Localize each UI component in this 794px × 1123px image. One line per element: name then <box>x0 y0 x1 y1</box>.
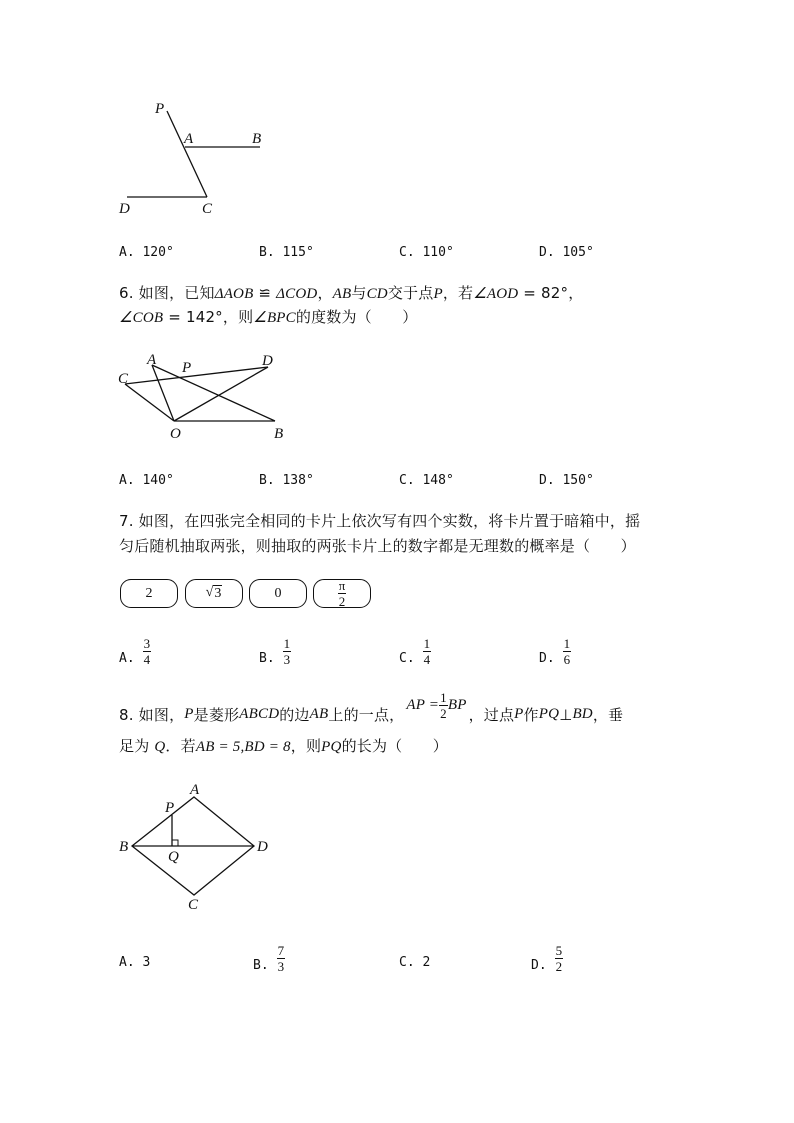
q8-label-Q: Q <box>168 849 179 865</box>
q8-line1 <box>119 690 624 729</box>
q8-option-a[interactable]: A. 3 <box>119 955 151 970</box>
q6-text: ， <box>568 284 584 302</box>
q6-text: 的度数为（ ） <box>295 308 418 326</box>
q7-option-c-fraction <box>423 637 432 666</box>
q7-option-a-denominator: 4 <box>143 652 151 667</box>
q7-option-d-numerator: 1 <box>563 636 571 651</box>
q8-label-C: C <box>188 897 199 913</box>
q8-option-d-numerator: 5 <box>555 943 563 958</box>
q8-condition: AB = 5,BD = 8 <box>195 739 291 755</box>
q8-option-d[interactable] <box>531 944 563 973</box>
q7-option-a-fraction <box>143 637 152 666</box>
q8-text: ．若 <box>165 737 196 755</box>
q6-value-aod: = 82° <box>518 284 569 302</box>
q6-line-CD <box>125 367 268 384</box>
q8-text: 是菱形 <box>193 706 240 724</box>
q6-text: 与 <box>351 284 367 302</box>
q5-option-a[interactable]: A. 120° <box>119 245 174 260</box>
q8-text: ，垂 <box>592 706 624 724</box>
q7-option-d[interactable] <box>539 637 571 666</box>
q6-label-P: P <box>182 360 192 376</box>
q5-label-A: A <box>184 131 194 147</box>
q8-text: ，则 <box>290 737 322 755</box>
card-4-numerator: π <box>338 578 346 593</box>
q5-figure <box>110 95 280 220</box>
q8-text: 足为 <box>119 737 155 755</box>
q8-right-angle-mark <box>172 840 178 846</box>
card-4-fraction <box>338 579 347 608</box>
q8-rhombus-name: ABCD <box>239 706 280 722</box>
q8-option-b-fraction <box>277 944 286 973</box>
q6-option-b[interactable]: B. 138° <box>259 473 314 488</box>
q8-point-q: Q <box>154 739 166 755</box>
q5-option-c[interactable]: C. 110° <box>399 245 454 260</box>
q8-option-c[interactable]: C. 2 <box>399 955 431 970</box>
q6-line1 <box>119 282 583 303</box>
card-2-sqrt <box>206 585 223 601</box>
q8-label-D: D <box>257 839 268 855</box>
card-2 <box>185 579 243 608</box>
q8-equation-right: BP <box>447 697 467 713</box>
q7-option-b-label: B. <box>259 651 275 666</box>
q7-option-c-label: C. <box>399 651 415 666</box>
q8-number: 8. 如图， <box>119 706 185 724</box>
q7-option-b-denominator: 3 <box>283 652 291 667</box>
q8-segment-bd: BD <box>572 706 593 722</box>
q8-equation <box>406 691 466 720</box>
q6-value-cob: = 142° <box>163 308 223 326</box>
card-1 <box>120 579 178 608</box>
q8-text: 上的一点， <box>328 706 405 724</box>
q8-text: 的长为（ ） <box>341 737 448 755</box>
q8-label-P: P <box>165 800 175 816</box>
q8-label-A: A <box>190 782 200 798</box>
sqrt-icon: √ <box>205 585 214 601</box>
q8-equation-numerator: 1 <box>440 690 447 705</box>
q7-option-a-label: A. <box>119 651 135 666</box>
q7-option-c-numerator: 1 <box>423 636 431 651</box>
q8-text: 的边 <box>279 706 310 724</box>
q7-option-b-fraction <box>283 637 292 666</box>
q7-option-a[interactable] <box>119 637 151 666</box>
q6-label-C: C <box>118 371 129 387</box>
q7-option-a-numerator: 3 <box>143 636 151 651</box>
q5-line-PC <box>167 111 207 197</box>
q5-option-d[interactable]: D. 105° <box>539 245 594 260</box>
q6-label-D: D <box>262 353 273 369</box>
card-4-denominator: 2 <box>338 594 346 609</box>
q6-text: 交于点 <box>387 284 434 302</box>
q6-text: ，若 <box>442 284 474 302</box>
q8-segment-pq: PQ <box>321 739 342 755</box>
q8-line2 <box>119 735 448 756</box>
q6-congruent: ≌ <box>253 284 277 302</box>
q7-option-c-denominator: 4 <box>423 652 431 667</box>
q8-equation-denominator: 2 <box>440 706 447 721</box>
q8-option-d-fraction <box>555 944 564 973</box>
q8-point-p: P <box>184 706 194 722</box>
q6-triangle-2: ΔCOD <box>276 286 318 302</box>
card-4 <box>313 579 371 608</box>
card-2-radicand: 3 <box>214 586 222 602</box>
q6-line2 <box>119 306 417 327</box>
q8-segment-pq: PQ <box>538 706 560 722</box>
q6-option-d[interactable]: D. 150° <box>539 473 594 488</box>
q7-option-d-label: D. <box>539 651 555 666</box>
q8-perpendicular: ⊥ <box>559 705 573 724</box>
q7-line2: 匀后随机抽取两张，则抽取的两张卡片上的数字都是无理数的概率是（ ） <box>119 537 636 555</box>
q7-option-b-numerator: 1 <box>283 636 291 651</box>
q8-option-b-denominator: 3 <box>277 959 285 974</box>
q6-text: ，则 <box>222 308 254 326</box>
q8-option-b-numerator: 7 <box>277 943 285 958</box>
q6-triangle-1: ΔAOB <box>214 286 254 302</box>
card-3-value: 0 <box>274 585 282 601</box>
q5-label-B: B <box>252 131 262 147</box>
q7-option-c[interactable] <box>399 637 431 666</box>
q6-segment-ab: AB <box>332 286 352 302</box>
q6-label-B: B <box>274 426 284 442</box>
q6-figure <box>110 345 310 445</box>
q8-figure <box>110 780 280 915</box>
q8-option-b-label: B. <box>253 958 269 973</box>
q8-option-d-denominator: 2 <box>555 959 563 974</box>
q7-option-d-denominator: 6 <box>563 652 571 667</box>
card-1-value: 2 <box>145 585 153 601</box>
q8-point-p: P <box>514 706 524 722</box>
q6-option-c[interactable]: C. 148° <box>399 473 454 488</box>
q6-segment-cd: CD <box>366 286 388 302</box>
q8-equation-fraction <box>439 691 448 720</box>
q6-point-p: P <box>433 286 443 302</box>
card-3 <box>249 579 307 608</box>
q6-option-a[interactable]: A. 140° <box>119 473 174 488</box>
q8-segment-ab: AB <box>309 706 329 722</box>
q8-text: ，过点 <box>468 706 515 724</box>
q6-label-A: A <box>147 352 157 368</box>
q8-option-b[interactable] <box>253 944 285 973</box>
q6-number: 6. 如图，已知 <box>119 284 215 302</box>
q6-text: ， <box>317 284 333 302</box>
q7-line1: 7. 如图，在四张完全相同的卡片上依次写有四个实数，将卡片置于暗箱中，摇 <box>119 512 641 530</box>
q7-option-b[interactable] <box>259 637 291 666</box>
q8-equation-left: AP = <box>406 697 440 713</box>
q8-text: 作 <box>523 706 539 724</box>
q6-angle-aod: ∠AOD <box>473 286 519 302</box>
q5-label-P: P <box>155 101 165 117</box>
q5-label-D: D <box>119 201 130 217</box>
q6-angle-bpc: ∠BPC <box>253 310 296 326</box>
q8-option-d-label: D. <box>531 958 547 973</box>
q8-label-B: B <box>119 839 129 855</box>
q6-angle-cob: ∠COB <box>119 310 164 326</box>
q5-label-C: C <box>202 201 213 217</box>
q7-option-d-fraction <box>563 637 572 666</box>
q6-label-O: O <box>170 426 181 442</box>
q5-option-b[interactable]: B. 115° <box>259 245 314 260</box>
